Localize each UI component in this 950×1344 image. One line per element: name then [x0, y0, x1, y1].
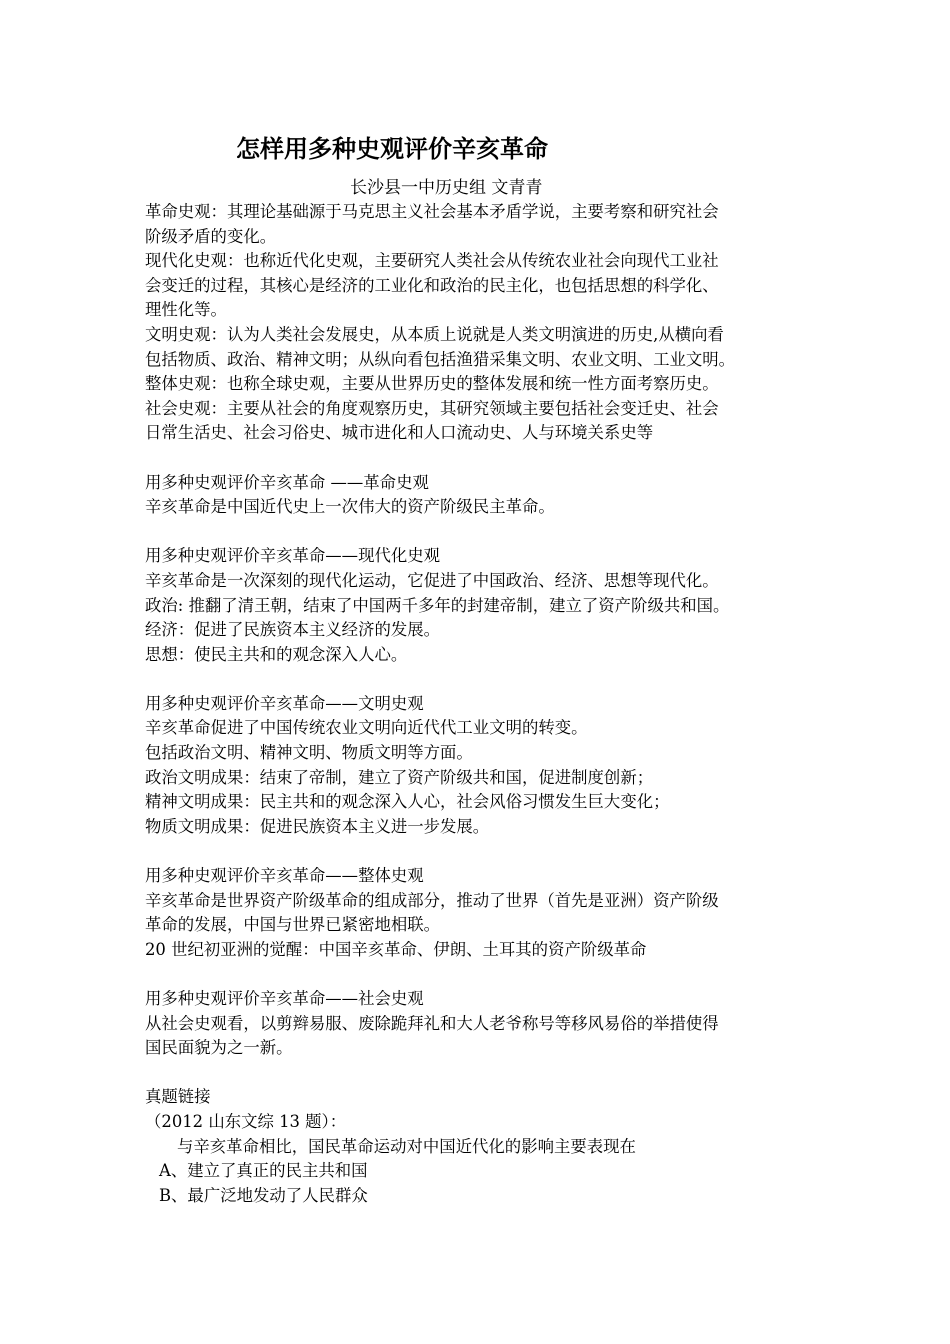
section-heading: 用多种史观评价辛亥革命——社会史观: [145, 989, 424, 1008]
section-global: [145, 864, 817, 962]
exam-question-stem: 与辛亥革命相比，国民革命运动对中国近代化的影响主要表现在: [177, 1136, 636, 1156]
author-line: 长沙县一中历史组 文青青: [350, 178, 543, 198]
section-line: 政治: 推翻了清王朝，结束了中国两千多年的封建帝制，建立了资产阶级共和国。: [145, 595, 730, 615]
exam-option-a: A、建立了真正的民主共和国: [159, 1161, 368, 1181]
section-line: 经济：促进了民族资本主义经济的发展。: [145, 620, 441, 640]
section-line: 辛亥革命促进了中国传统农业文明向近代代工业文明的转变。: [145, 718, 588, 738]
definition-line: 社会史观：主要从社会的角度观察历史，其研究领域主要包括社会变迁史、社会: [145, 398, 719, 418]
definition-line: 文明史观：认为人类社会发展史，从本质上说就是人类文明演进的历史,从横向看: [145, 324, 724, 344]
section-civilization: [145, 692, 817, 840]
section-line: 思想：使民主共和的观念深入人心。: [145, 644, 408, 664]
section-line: 辛亥革命是一次深刻的现代化运动，它促进了中国政治、经济、思想等现代化。: [145, 570, 719, 590]
definition-line: 理性化等。: [145, 300, 227, 320]
definition-line: 革命史观：其理论基础源于马克思主义社会基本矛盾学说，主要考察和研究社会: [145, 202, 719, 221]
exam-block: [145, 1085, 817, 1208]
section-line: 从社会史观看，以剪辫易服、废除跪拜礼和大人老爷称号等移风易俗的举措使得: [145, 1013, 719, 1033]
section-heading: 用多种史观评价辛亥革命——文明史观: [145, 693, 424, 713]
section-line: 政治文明成果：结束了帝制，建立了资产阶级共和国，促进制度创新；: [145, 767, 654, 787]
section-line: 国民面貌为之一新。: [145, 1038, 293, 1058]
section-heading: 用多种史观评价辛亥革命——整体史观: [145, 866, 424, 886]
definition-line: 会变迁的过程，其核心是经济的工业化和政治的民主化，也包括思想的科学化、: [145, 275, 719, 295]
definition-line: 阶级矛盾的变化。: [145, 226, 277, 246]
definition-line: 包括物质、政治、精神文明；从纵向看包括渔猎采集文明、农业文明、工业文明。: [145, 349, 736, 369]
definition-line: 整体史观：也称全球史观，主要从世界历史的整体发展和统一性方面考察历史。: [145, 374, 719, 394]
section-line: 20 世纪初亚洲的觉醒：中国辛亥革命、伊朗、土耳其的资产阶级革命: [145, 939, 647, 959]
document-body: [145, 200, 817, 1208]
exam-option-b: B、最广泛地发动了人民群众: [159, 1185, 368, 1205]
definitions-block: [145, 200, 817, 446]
exam-heading: 真题链接: [145, 1087, 211, 1107]
document-title: 怎样用多种史观评价辛亥革命: [236, 134, 548, 163]
section-revolution: [145, 471, 817, 520]
section-line: 辛亥革命是世界资产阶级革命的组成部分，推动了世界（首先是亚洲）资产阶级: [145, 890, 719, 910]
section-line: 辛亥革命是中国近代史上一次伟大的资产阶级民主革命。: [145, 497, 555, 517]
section-line: 革命的发展，中国与世界已紧密地相联。: [145, 915, 441, 935]
exam-source: （2012 山东文综 13 题）：: [145, 1111, 347, 1131]
section-line: 包括政治文明、精神文明、物质文明等方面。: [145, 743, 473, 763]
section-line: 物质文明成果：促进民族资本主义进一步发展。: [145, 816, 490, 836]
section-heading: 用多种史观评价辛亥革命——现代化史观: [145, 546, 441, 566]
section-social: [145, 987, 817, 1061]
section-line: 精神文明成果：民主共和的观念深入人心，社会风俗习惯发生巨大变化；: [145, 792, 670, 812]
section-modernization: [145, 544, 817, 667]
definition-line: 日常生活史、社会习俗史、城市进化和人口流动史、人与环境关系史等: [145, 423, 654, 443]
section-heading: 用多种史观评价辛亥革命 ——革命史观: [145, 472, 429, 492]
definition-line: 现代化史观：也称近代化史观，主要研究人类社会从传统农业社会向现代工业社: [145, 251, 719, 271]
